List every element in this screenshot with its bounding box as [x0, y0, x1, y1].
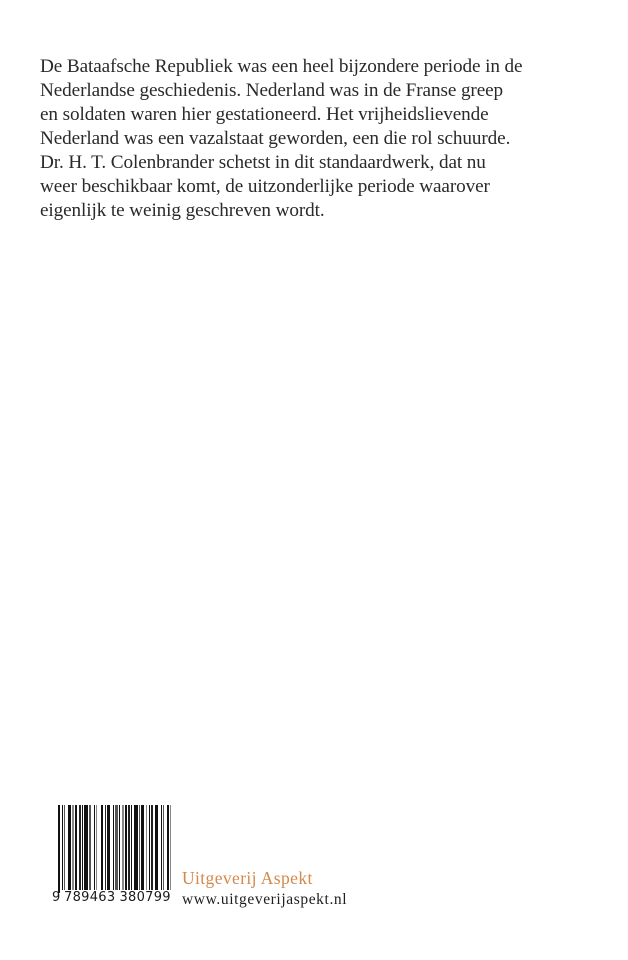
barcode-bar [119, 805, 120, 893]
blurb-line: Dr. H. T. Colenbrander schetst in dit standaardwerk, dat nu [40, 152, 486, 173]
barcode-bar [149, 805, 150, 893]
barcode-bar [167, 805, 169, 893]
barcode-bar [141, 805, 143, 893]
blurb-line: Nederlandse geschiedenis. Nederland was in de Franse greep [40, 80, 504, 101]
barcode-bar [131, 805, 132, 893]
barcode-bar [125, 805, 127, 893]
publisher-website: www.uitgeverijaspekt.nl [182, 891, 348, 908]
blurb-line: De Bataafsche Republiek was een heel bijzondere periode in de [40, 56, 523, 77]
barcode-bar [134, 805, 138, 893]
back-cover-blurb [40, 55, 620, 223]
blurb-line: en soldaten waren hier gestationeerd. Het vrijheidslievende [40, 104, 489, 125]
isbn-digit-prefix: 9 [52, 890, 61, 905]
barcode-bar [68, 805, 72, 893]
isbn-barcode [52, 805, 176, 910]
blurb-line: Nederland was een vazalstaat geworden, een die rol schuurde. [40, 128, 511, 149]
barcode-bar [58, 805, 60, 893]
barcode-bar [146, 805, 147, 893]
isbn-digit-group-right: 380799 [119, 890, 171, 905]
barcode-bar [107, 805, 111, 893]
barcode-bar [151, 805, 153, 893]
isbn-digits [52, 890, 176, 906]
blurb-line: weer beschikbaar komt, de uitzonderlijke periode waarover [40, 176, 490, 197]
publisher-name: Uitgeverij Aspekt [182, 868, 313, 888]
barcode-bar [122, 805, 123, 893]
barcode-bar [94, 805, 95, 893]
barcode-bar [128, 805, 129, 893]
barcode-bar [115, 805, 117, 893]
isbn-digit-group-left: 789463 [64, 890, 116, 905]
barcode-bar [84, 805, 88, 893]
barcode-bar [161, 805, 162, 893]
barcode-bar [64, 805, 65, 893]
barcode-bar [72, 805, 73, 893]
barcode-bar [105, 805, 106, 893]
barcode-bar [139, 805, 140, 893]
barcode-bar [155, 805, 159, 893]
barcode-bar [170, 805, 171, 893]
blurb-line: eigenlijk te weinig geschreven wordt. [40, 200, 325, 221]
barcode-bar [89, 805, 91, 893]
barcode-bar [101, 805, 103, 893]
barcode-bar [82, 805, 83, 893]
barcode-bar [163, 805, 164, 893]
barcode-bar [96, 805, 97, 893]
barcode-bar [62, 805, 63, 893]
barcode-bar [113, 805, 114, 893]
barcode-icon [58, 805, 174, 893]
barcode-bar [79, 805, 80, 893]
barcode-bar [75, 805, 77, 893]
